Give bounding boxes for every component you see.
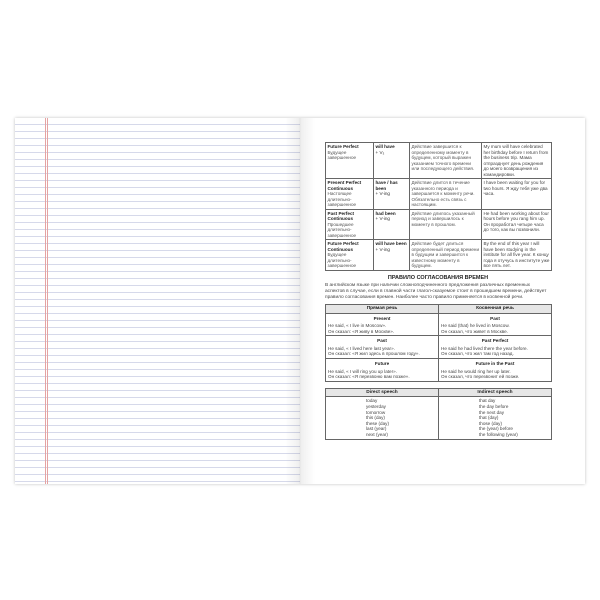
direct-word: this (day): [366, 415, 385, 421]
tense-usage: Действие завершится к определенному моменту в будущем, который выражен указанием точного времени или последующего действия.: [410, 143, 482, 179]
reported-speech-table: [325, 304, 552, 382]
direct-example-ru: Он сказал: «Я живу в Москве».: [328, 328, 395, 334]
tense-name: Future Perfect Continuous: [327, 241, 359, 252]
indirect-example-en: He said (that) he lived in Moscow.: [441, 323, 510, 329]
tense-row: [326, 179, 552, 210]
tense-formula-verb: + V₃: [375, 149, 385, 155]
tense-example: I have been waiting for you for two hours. Я жду тебя уже два часа.: [482, 179, 552, 210]
tense-formula: will have: [375, 144, 395, 149]
indirect-word: that (day): [479, 415, 499, 421]
direct-category: Future: [326, 359, 439, 368]
tense-russian: Будущее завершенное: [327, 149, 357, 160]
speech-example-row: [326, 368, 552, 382]
tense-russian: Будущее длительно-завершенное: [327, 252, 357, 268]
tense-name: Present Perfect Continuous: [327, 180, 362, 191]
tense-table: [325, 142, 552, 271]
tense-russian: Настоящее длительно-завершенное: [327, 191, 357, 207]
direct-category: Past: [326, 336, 439, 345]
tense-example: My mum will have celebrated her birthday before I return from the business trip. Мама отпразднует день рождения до моего возвращения из командировки.: [482, 143, 552, 179]
tense-row: [326, 209, 552, 240]
direct-word: tomorrow: [366, 409, 386, 415]
gutter-shadow: [285, 118, 315, 484]
tense-formula: will have been: [375, 241, 407, 246]
direct-speech-words-header: Direct speech: [326, 388, 439, 396]
direct-words-list: [326, 396, 439, 439]
direct-word: these (day): [366, 420, 389, 426]
tense-example: By the end of this year I will have been studying in the institute for all five year. К концу года я отучусь в институте уже все пять лет.: [482, 240, 552, 271]
direct-example-en: He said, « I live in Moscow».: [328, 323, 387, 329]
speech-category-row: [326, 359, 552, 368]
tense-formula-verb: + V-ing: [375, 246, 390, 252]
grammar-content: [325, 142, 551, 440]
tense-formula-verb: + V-ing: [375, 191, 390, 196]
tense-usage: Действие будет длиться определенный период времени в будущем и завершится к известному моменту в будущем.: [410, 240, 482, 271]
indirect-speech-words-header: Indirect speech: [439, 388, 552, 396]
indirect-words-list: [439, 396, 552, 439]
section-intro: В английском языке при наличии сложноподчиненного предложения различных временных аспектов в случае, если в главной части глагол-сказуемое стоит в прошедшем времени, действует правило согласования времен. Наиболее часто правило применяется в косвенной речи.: [325, 282, 547, 300]
indirect-word: the (year) before: [479, 426, 513, 432]
tense-row: [326, 143, 552, 179]
direct-word: yesterday: [366, 403, 386, 409]
direct-category: Present: [326, 313, 439, 322]
indirect-word: the next day: [479, 409, 505, 415]
indirect-category: Past: [439, 313, 552, 322]
tense-name: Future Perfect: [327, 144, 359, 149]
indirect-example-ru: Он сказал, что живет в Москве.: [441, 328, 508, 334]
time-words-table: [325, 388, 552, 440]
direct-example-en: He said, « I lived here last year».: [328, 345, 395, 351]
margin-line: [47, 118, 48, 484]
tense-formula: have / has been: [375, 180, 398, 191]
indirect-word: the day before: [479, 403, 509, 409]
lined-page: [15, 118, 300, 484]
indirect-example-en: He said he had lived there the year before.: [441, 345, 528, 351]
tense-example: He had been working about four hours before you rang him up. Он проработал четыре часа до того, как вы позвонили.: [482, 209, 552, 240]
indirect-speech-header: Косвенная речь: [439, 304, 552, 313]
tense-russian: Прошедшее длительно-завершенное: [327, 221, 357, 238]
indirect-category: Past Perfect: [439, 336, 552, 345]
speech-category-row: [326, 336, 552, 345]
direct-speech-header: Прямая речь: [326, 304, 439, 313]
tense-row: [326, 240, 552, 271]
speech-example-row: [326, 322, 552, 336]
indirect-word: that day: [479, 398, 496, 404]
direct-word: next (year): [366, 431, 388, 437]
tense-usage: Действие длится в течение указанного периода и завершается к моменту речи. Обязательно есть связь с настоящим.: [410, 179, 482, 210]
indirect-example-en: He said he would ring her up later.: [441, 368, 511, 374]
tense-name: Past Perfect Continuous: [327, 210, 355, 221]
tense-usage: Действие длилось указанный период и завершилось к моменту в прошлом.: [410, 209, 482, 240]
direct-word: last (year): [366, 426, 387, 432]
indirect-example-ru: Он сказал, что перезвонит ей позже.: [441, 374, 520, 380]
tense-formula-verb: + V-ing: [375, 216, 390, 221]
direct-example-en: He said, « I will ring you up later».: [328, 368, 397, 374]
speech-example-row: [326, 345, 552, 359]
indirect-category: Future in the Past: [439, 359, 552, 368]
indirect-example-ru: Он сказал, что жил там год назад.: [441, 351, 514, 357]
section-title: ПРАВИЛО СОГЛАСОВАНИЯ ВРЕМЕН: [387, 274, 489, 281]
tense-formula: had been: [375, 210, 396, 216]
speech-category-row: [326, 313, 552, 322]
margin-line: [45, 118, 46, 484]
direct-example-ru: Он сказал: «Я перезвоню вам позже».: [328, 374, 410, 380]
direct-example-ru: Он сказал: «Я жил здесь в прошлом году».: [328, 351, 420, 357]
direct-word: today: [366, 398, 378, 404]
indirect-word: the following (year): [479, 431, 518, 437]
indirect-word: those (day): [479, 420, 502, 426]
